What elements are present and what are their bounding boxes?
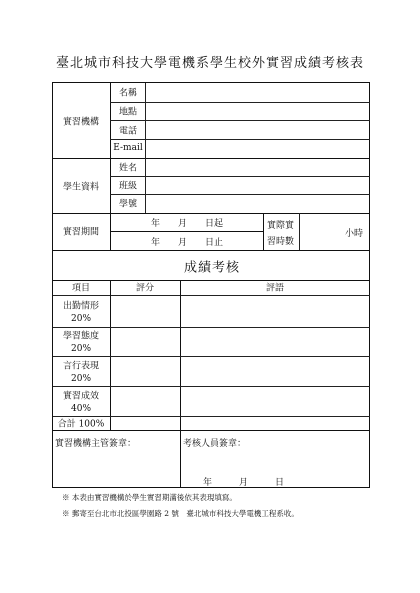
actual-hours-label-1: 實際實 [267, 221, 295, 231]
reviewer-signature-label: 考核人員簽章： [183, 439, 247, 449]
divider [110, 176, 370, 177]
divider [299, 213, 300, 250]
row-total: 合計 100% [57, 419, 105, 430]
divider [110, 231, 263, 232]
row-attitude-weight: 20% [70, 344, 92, 354]
student-class-label: 班級 [118, 181, 138, 192]
note-fill-instruction: ※ 本表由實習機構於學生實習期滿後依其表現填寫。 [62, 493, 237, 502]
student-id-label: 學號 [118, 199, 138, 210]
org-address-label: 地點 [118, 107, 138, 118]
col-item-header: 項目 [71, 283, 91, 294]
row-outcome-name: 實習成效 [62, 391, 100, 402]
col-score-header: 評分 [135, 283, 155, 294]
hours-unit: 小時 [345, 229, 364, 239]
row-attitude-name: 學習態度 [62, 331, 100, 342]
period-start: 年 月 日起 [151, 219, 224, 229]
row-conduct-weight: 20% [70, 374, 92, 384]
divider [110, 158, 111, 213]
evaluation-heading: 成績考核 [183, 260, 241, 276]
actual-hours-label-2: 習時數 [267, 237, 295, 247]
signature-date: 年 月 日 [203, 478, 285, 488]
divider [53, 295, 370, 296]
row-attendance-weight: 20% [70, 314, 92, 324]
divider [53, 280, 370, 281]
row-outcome-weight: 40% [70, 404, 92, 414]
org-email-label: E-mail [113, 143, 143, 153]
divider [53, 386, 370, 387]
divider [53, 327, 370, 328]
divider [180, 280, 181, 430]
org-label: 實習機構 [62, 117, 100, 128]
divider [53, 430, 370, 431]
divider [110, 102, 370, 103]
row-conduct-name: 言行表現 [62, 361, 100, 372]
divider [263, 213, 264, 250]
evaluation-form [52, 82, 370, 488]
divider [110, 280, 111, 430]
org-name-label: 名稱 [118, 88, 138, 99]
divider [145, 158, 146, 213]
divider [110, 120, 370, 121]
student-label: 學生資料 [62, 182, 100, 193]
divider [53, 250, 370, 251]
divider [53, 158, 370, 159]
divider [110, 139, 370, 140]
col-comment-header: 評語 [265, 283, 285, 294]
divider [53, 356, 370, 357]
supervisor-signature-label: 實習機構主管簽章： [55, 439, 137, 449]
divider [110, 194, 370, 195]
row-attendance-name: 出勤情形 [62, 301, 100, 312]
divider [180, 430, 181, 488]
student-name-label: 姓名 [118, 163, 138, 174]
period-label: 實習期間 [62, 227, 100, 238]
note-mailing-address: ※ 郵寄至台北市北投區學園路 2 號 臺北城市科技大學電機工程系收。 [62, 509, 299, 518]
period-end: 年 月 日止 [151, 238, 224, 248]
divider [53, 213, 370, 214]
form-title: 臺北城市科技大學電機系學生校外實習成績考核表 [55, 56, 364, 71]
org-phone-label: 電話 [118, 126, 138, 137]
